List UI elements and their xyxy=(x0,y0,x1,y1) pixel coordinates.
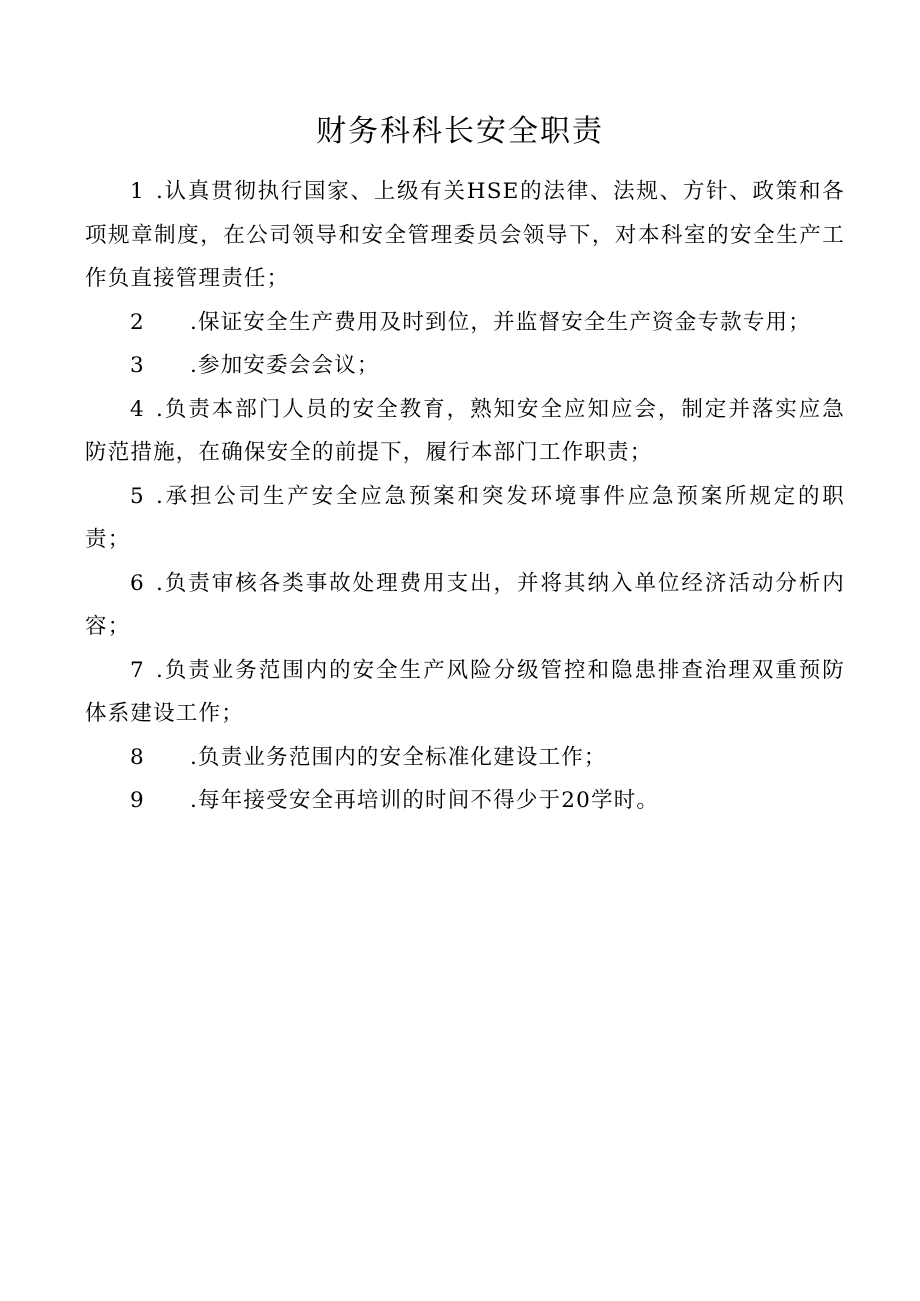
item-text: .负责本部门人员的安全教育，熟知安全应知应会，制定并落实应急防范措施，在确保安全的前提下，履行本部门工作职责； xyxy=(85,396,845,465)
duty-list xyxy=(85,170,845,823)
list-item xyxy=(85,301,845,345)
item-text: .保证安全生产费用及时到位，并监督安全生产资金专款专用； xyxy=(190,309,811,335)
item-number: 8 xyxy=(130,744,145,770)
item-number: 7 xyxy=(130,657,145,683)
item-text: .认真贯彻执行国家、上级有关HSE的法律、法规、方针、政策和各项规章制度，在公司领导和安全管理委员会领导下，对本科室的安全生产工作负直接管理责任； xyxy=(85,179,845,291)
item-number: 6 xyxy=(130,570,145,596)
list-item xyxy=(85,736,845,780)
item-number: 3 xyxy=(130,353,145,378)
list-item xyxy=(85,170,845,301)
list-item xyxy=(85,779,845,823)
item-number: 1 xyxy=(130,179,145,204)
item-text: .每年接受安全再培训的时间不得少于20学时。 xyxy=(190,788,660,813)
item-text: .负责业务范围内的安全标准化建设工作； xyxy=(190,744,607,770)
list-item xyxy=(85,388,845,475)
item-text: .负责业务范围内的安全生产风险分级管控和隐患排查治理双重预防体系建设工作； xyxy=(85,657,845,726)
item-text: .参加安委会会议； xyxy=(190,353,380,378)
item-number: 4 xyxy=(130,396,145,422)
item-number: 5 xyxy=(130,483,145,509)
list-item xyxy=(85,344,845,388)
item-text: .承担公司生产安全应急预案和突发环境事件应急预案所规定的职责； xyxy=(85,483,845,552)
list-item xyxy=(85,475,845,562)
page-title: 财务科科长安全职责 xyxy=(316,114,604,149)
item-number: 2 xyxy=(130,309,145,335)
item-text: .负责审核各类事故处理费用支出，并将其纳入单位经济活动分析内容； xyxy=(85,570,845,639)
list-item xyxy=(85,649,845,736)
list-item xyxy=(85,562,845,649)
item-number: 9 xyxy=(130,788,145,813)
